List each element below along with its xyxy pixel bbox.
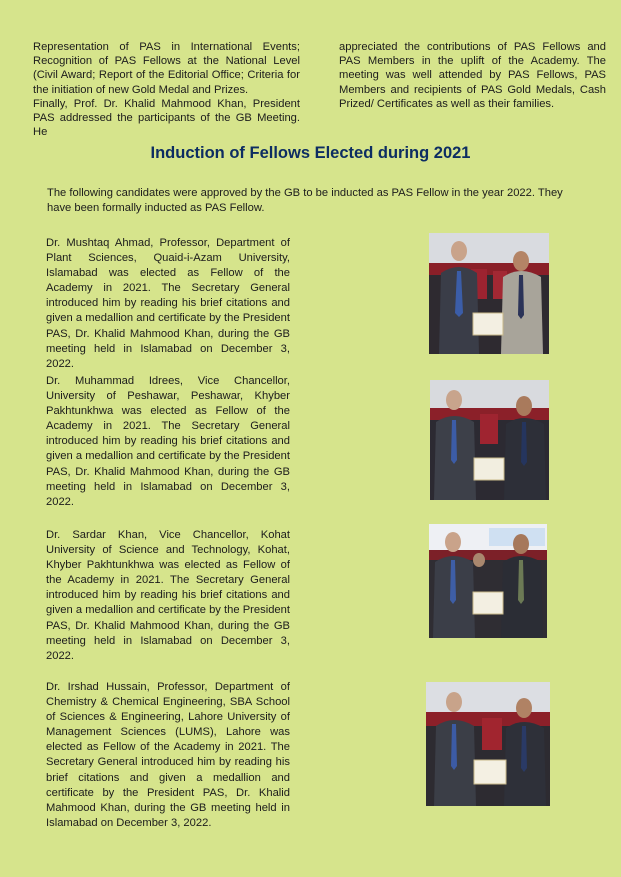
fellow-photo-4 — [426, 682, 550, 806]
top-right-paragraph-1: appreciated the contributions of PAS Fellows and PAS Members in the uplift of the Academy. The meeting was well attended by PAS Fellows, PAS Members and recipients of PAS Gold Medals, Cash Prized/ Certificates as well as their families. — [339, 41, 606, 110]
fellow-photo-2 — [430, 380, 549, 500]
fellow-entry-1: Dr. Mushtaq Ahmad, Professor, Department of Plant Sciences, Quaid-i-Azam University, Islamabad was elected as Fellow of the Academy in 2021. The Secretary General introduced him by reading his brief citations and given a medallion and certificate by the President PAS, Dr. Khalid Mahmood Khan, during the GB meeting held in Islamabad on December 3, 2022. — [46, 237, 290, 370]
section-intro: The following candidates were approved by the GB to be inducted as PAS Fellow in the year 2022. They have been formally inducted as PAS Fellow. — [47, 187, 563, 214]
top-right-column — [339, 40, 606, 111]
fellow-photo-3 — [429, 524, 547, 638]
top-left-paragraph-2: Finally, Prof. Dr. Khalid Mahmood Khan, President PAS addressed the participants of the GB Meeting. He — [33, 97, 300, 139]
top-left-column — [33, 40, 300, 139]
fellow-entry-3: Dr. Sardar Khan, Vice Chancellor, Kohat University of Science and Technology, Kohat, Khyber Pakhtunkhwa was elected as Fellow of the Academy in 2021. The Secretary General introduced him by reading his brief citations and given a medallion and certificate by the President PAS, Dr. Khalid Mahmood Khan, during the GB meeting held in Islamabad on December 3, 2022. — [46, 529, 290, 662]
top-left-paragraph-1: Representation of PAS in International Events; Recognition of PAS Fellows at the National Level (Civil Award; Report of the Editorial Office; Criteria for the initiation of new Gold Medal and Prizes. — [33, 41, 300, 96]
fellow-entry-2: Dr. Muhammad Idrees, Vice Chancellor, University of Peshawar, Peshawar, Khyber Pakhtunkhwa was elected as Fellow of the Academy in 2021. The Secretary General introduced him by reading his brief citations and given a medallion and certificate by the President PAS, Dr. Khalid Mahmood Khan, during the GB meeting held in Islamabad on December 3, 2022. — [46, 375, 290, 508]
section-title: Induction of Fellows Elected during 2021 — [150, 144, 471, 162]
fellow-entry-4: Dr. Irshad Hussain, Professor, Department of Chemistry & Chemical Engineering, SBA School of Sciences & Engineering, Lahore University of Management Sciences (LUMS), Lahore was elected as Fellow of the Academy in 2021. The Secretary General introduced him by reading his brief citations and given a medallion and certificate by the President PAS, Dr. Khalid Mahmood Khan, during the GB meeting held in Islamabad on December 3, 2022. — [46, 681, 290, 829]
fellow-photo-1 — [429, 233, 549, 354]
